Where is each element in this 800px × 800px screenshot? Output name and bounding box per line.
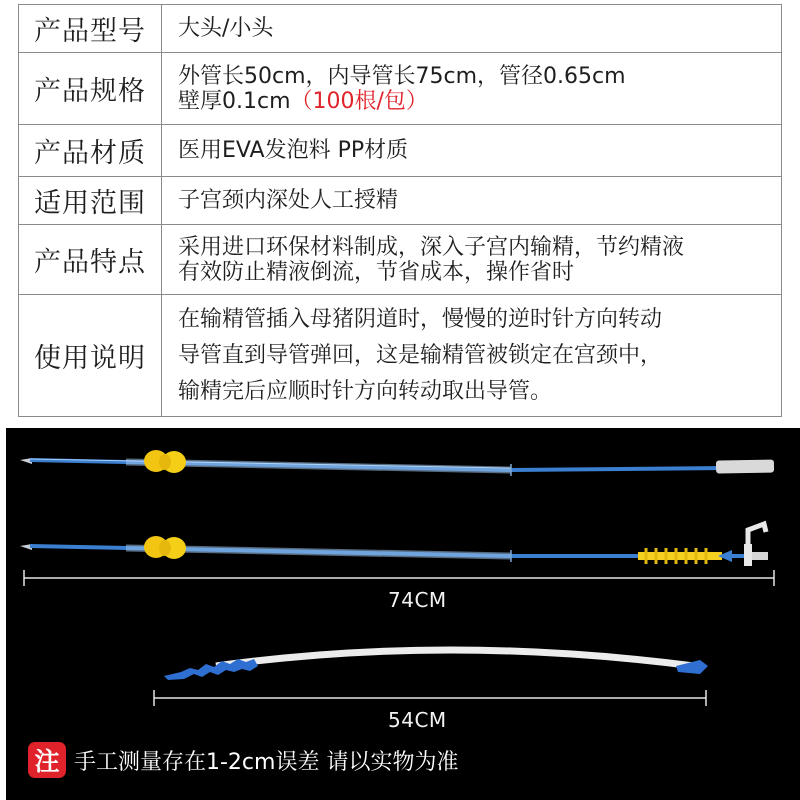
- spec-label-model: 产品型号: [19, 5, 162, 53]
- spec-row-scope: [19, 177, 782, 225]
- spec-row-model: [19, 5, 782, 53]
- spec-value-line: 大头/小头: [178, 16, 274, 41]
- spec-value-scope: [162, 177, 782, 225]
- spec-value-line: 在输精管插入母猪阴道时，慢慢的逆时针方向转动: [178, 306, 663, 332]
- dimension-line-short: [154, 690, 706, 706]
- catheter-with-valve: [20, 524, 768, 566]
- dimension-line-long: [24, 570, 774, 586]
- catheter-large-head: [20, 450, 774, 476]
- spec-value-line: 医用EVA发泡料 PP材质: [178, 138, 409, 163]
- product-spec-table: [18, 4, 782, 417]
- spec-value-specification: [162, 53, 782, 125]
- spec-row-material: [19, 125, 782, 177]
- measurement-note: [28, 742, 458, 778]
- spec-row-instructions: [19, 295, 782, 417]
- spec-value-instructions: [162, 295, 782, 417]
- spec-label-specification: 产品规格: [19, 53, 162, 125]
- spec-package-quantity: （100根/包）: [290, 88, 428, 114]
- spec-value-line: 外管长50cm，内导管长75cm，管径0.65cm: [178, 63, 626, 89]
- spec-row-features: [19, 225, 782, 295]
- spec-label-scope: 适用范围: [19, 177, 162, 225]
- spec-label-features: 产品特点: [19, 225, 162, 295]
- spec-row-specification: [19, 53, 782, 125]
- catheter-short: [164, 650, 708, 680]
- spec-value-model: [162, 5, 782, 53]
- dimension-label-short: 54CM: [388, 708, 447, 732]
- note-text: 手工测量存在1-2cm误差 请以实物为准: [74, 749, 459, 775]
- dimension-label-long: 74CM: [388, 588, 447, 612]
- spec-wall-thickness: 壁厚0.1cm: [178, 88, 291, 114]
- spec-value-line: [178, 89, 781, 114]
- product-photo: [6, 428, 800, 800]
- spec-value-line: 采用进口环保材料制成，深入子宫内输精，节约精液: [178, 234, 685, 260]
- spec-label-material: 产品材质: [19, 125, 162, 177]
- spec-value-line: 子宫颈内深处人工授精: [178, 188, 399, 213]
- spec-value-line: 有效防止精液倒流，节省成本，操作省时: [178, 259, 575, 285]
- spec-label-instructions: 使用说明: [19, 295, 162, 417]
- spec-value-features: [162, 225, 782, 295]
- spec-value-line: 导管直到导管弹回，这是输精管被锁定在宫颈中，: [178, 342, 663, 368]
- spec-value-material: [162, 125, 782, 177]
- spec-value-line: 输精完后应顺时针方向转动取出导管。: [178, 378, 553, 404]
- note-badge: 注: [28, 742, 66, 778]
